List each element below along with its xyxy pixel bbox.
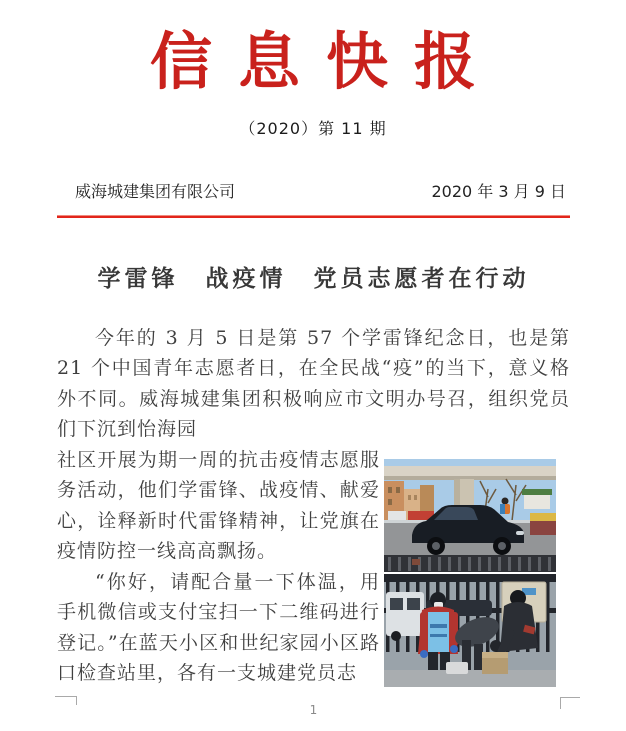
wrapped-text-column: [57, 445, 380, 689]
page-number: 1: [309, 703, 318, 717]
paragraph-2: “你好，请配合量一下体温，用手机微信或支付宝扫一下二维码进行登记。”在蓝天小区和世纪家园小区路口检查站里，各有一支城建党员志: [57, 570, 380, 685]
organization-name: 威海城建集团有限公司: [75, 181, 236, 201]
photo-column: [384, 459, 556, 687]
masthead-title: 信息快报: [149, 25, 502, 98]
issue-date: 2020 年 3 月 9 日: [431, 181, 566, 201]
checkpoint-car-photo: [384, 459, 556, 572]
volunteers-photo: [384, 574, 556, 687]
issue-number: （2020）第 11 期: [239, 118, 387, 138]
paragraph-1-continued: 社区开展为期一周的抗击疫情志愿服务活动，他们学雷锋、战疫情、献爱心，诠释新时代雷锋精神，让党旗在疫情防控一线高高飘扬。: [57, 448, 380, 563]
article-title: 学雷锋 战疫情 党员志愿者在行动: [97, 264, 530, 292]
paragraph-1-intro: 今年的 3 月 5 日是第 57 个学雷锋纪念日，也是第 21 个中国青年志愿者日，在全民战“疫”的当下，意义格外不同。威海城建集团积极响应市文明办号召，组织党员们下沉到怡海园: [57, 326, 570, 441]
article-body: [57, 323, 570, 689]
meta-row: [57, 179, 570, 202]
content-area: [57, 179, 570, 689]
wrap-row: [57, 445, 570, 689]
red-divider-line: [57, 215, 570, 218]
